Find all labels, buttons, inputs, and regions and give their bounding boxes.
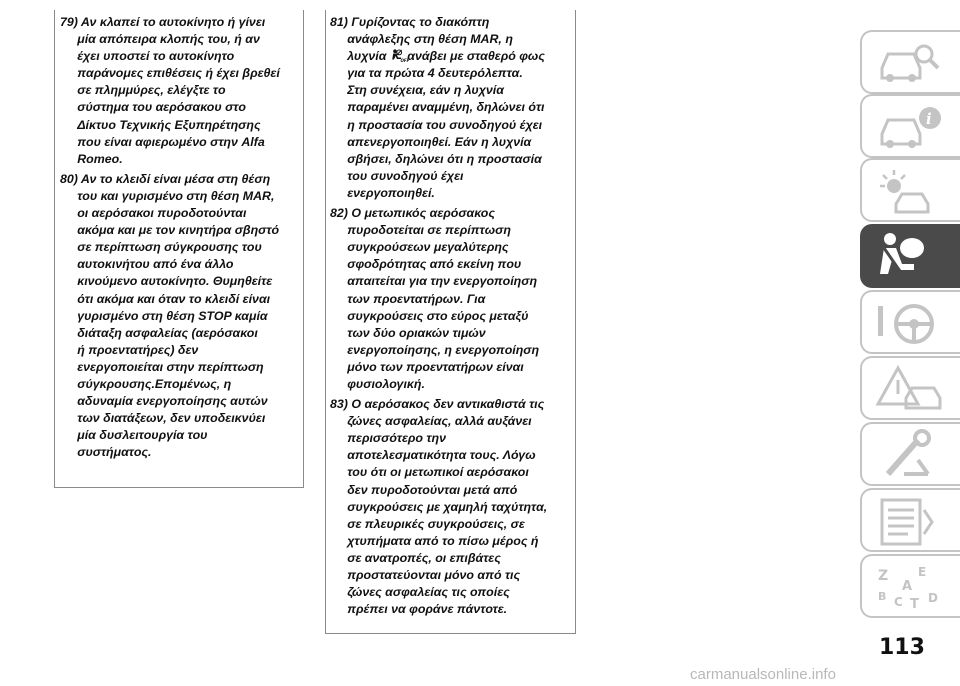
note-line: μόνο των προεντατήρων είναι (347, 359, 524, 374)
tab-car-search[interactable] (860, 30, 960, 94)
note-line: μία απόπειρα κλοπής του, ή αν (77, 32, 260, 47)
car-info-icon (874, 102, 946, 154)
note-line: Ο αερόσακος δεν αντικαθιστά τις (351, 397, 545, 412)
svg-text:Z: Z (878, 568, 889, 584)
tab-airbag-seatbelt[interactable] (860, 224, 960, 288)
note-line: Γυρίζοντας το διακόπτη (351, 15, 490, 29)
alphabet-index-icon (874, 562, 946, 614)
steering-wheel-icon (874, 298, 946, 350)
note-79 (60, 14, 299, 168)
airbag-seatbelt-icon (872, 230, 944, 282)
tab-wrench[interactable] (860, 422, 960, 486)
note-line: παραμένει αναμμένη, δηλώνει ότι (347, 100, 545, 115)
wrench-icon (874, 430, 946, 482)
note-line: φυσιολογική. (347, 376, 425, 391)
svg-text:B: B (878, 590, 887, 603)
note-line: λυχνία (347, 49, 387, 64)
note-line: παράνομες επιθέσεις ή έχει βρεθεί (77, 66, 280, 81)
note-line: συγκρούσεων μεγαλύτερης (347, 240, 509, 255)
note-line: Αν το κλειδί είναι μέσα στη θέση (80, 171, 271, 186)
svg-text:i: i (926, 110, 932, 128)
note-83 (330, 396, 571, 618)
note-line: ενεργοποιείται στην περίπτωση (77, 359, 264, 374)
note-line: αδυναμία ενεργοποίησης αυτών (77, 394, 268, 409)
note-line: Ο μετωπικός αερόσακος (351, 206, 495, 221)
note-line: αποτελεσματικότητα τους. Λόγω (347, 448, 536, 463)
note-line: περισσότερο την (347, 431, 446, 446)
note-line: απενεργοποιηθεί. Εάν η λυχνία (347, 134, 532, 149)
svg-text:C: C (894, 595, 903, 609)
note-number: 82) (330, 206, 348, 221)
note-line: σύστημα του αερόσακου στο (77, 100, 246, 115)
note-line: σε πλημμύρες, ελέγξτε το (77, 83, 226, 98)
note-line: Αν κλαπεί το αυτοκίνητο ή γίνει (80, 15, 266, 29)
note-line: διάταξη ασφαλείας (αερόσακοι (77, 325, 258, 340)
note-line: οι αερόσακοι πυροδοτούνται (77, 206, 247, 221)
note-line: σε πλευρικές συγκρούσεις, σε (347, 516, 525, 531)
note-line: ζώνες ασφαλείας τις οποίες (347, 585, 510, 600)
note-line: ακόμα και με τον κινητήρα σβηστό (77, 223, 280, 238)
note-line: σε περίπτωση σύγκρουσης του (77, 240, 262, 255)
note-line: ότι ακόμα και όταν το κλειδί είναι (77, 291, 271, 306)
note-line: του και γυρισμένο στη θέση MAR, (77, 188, 275, 203)
note-82 (330, 205, 571, 393)
note-line: Στη συνέχεια, εάν η λυχνία (347, 83, 504, 98)
note-line: του συνοδηγού έχει (347, 168, 464, 183)
note-line: συγκρούσεις με χαμηλή ταχύτητα, (347, 499, 548, 514)
svg-text:A: A (902, 579, 913, 594)
note-line: προστατεύονται μόνο από τις (347, 568, 521, 582)
svg-text:T: T (910, 597, 919, 612)
tab-steering-wheel[interactable] (860, 290, 960, 354)
car-warning-icon (874, 364, 946, 416)
note-81 (330, 14, 571, 202)
note-line: του ότι οι μετωπικοί αερόσακοι (347, 465, 529, 480)
watermark: carmanualsonline.info (690, 666, 836, 683)
note-number: 79) (60, 15, 78, 29)
note-line: των διατάξεων, δεν υποδεικνύει (77, 411, 266, 426)
note-number: 81) (330, 15, 348, 29)
note-line: πρέπει να φοράνε πάντοτε. (347, 602, 508, 617)
note-line: έχει υποστεί το αυτοκίνητο (77, 49, 235, 64)
note-line: αυτοκινήτου από ένα άλλο (77, 257, 234, 272)
tab-dashboard-lights[interactable] (860, 158, 960, 222)
page-number: 113 (879, 635, 925, 660)
note-line: δεν πυροδοτούνται μετά από (347, 482, 518, 497)
notes-column-right (325, 10, 576, 634)
document-list-icon (874, 496, 946, 548)
note-line: η προστασία του συνοδηγού έχει (347, 117, 543, 132)
tab-alphabet-index[interactable] (860, 554, 960, 618)
note-line: των δύο οριακών τιμών (347, 325, 486, 340)
note-line: ενεργοποιηθεί. (347, 185, 435, 200)
note-line: σε ανατροπές, οι επιβάτες (347, 550, 501, 565)
dashboard-lights-icon (874, 166, 946, 218)
tab-document-list[interactable] (860, 488, 960, 552)
note-line: ενεργοποίησης, η ενεργοποίηση (347, 342, 540, 357)
note-line: σβήσει, δηλώνει ότι η προστασία (347, 151, 542, 166)
tab-car-warning[interactable] (860, 356, 960, 420)
note-line: απαιτείται για την ενεργοποίηση (347, 274, 538, 289)
note-line: γυρισμένο στη θέση STOP καμία (77, 308, 268, 323)
svg-text:OFF: OFF (400, 57, 410, 63)
note-line: που είναι αφιερωμένο στην Alfa (77, 134, 265, 149)
notes-column-left (54, 10, 304, 488)
note-line: ανάβει με σταθερό φως (407, 49, 545, 64)
note-number: 80) (60, 171, 78, 186)
note-line: ανάφλεξης στη θέση MAR, η (347, 32, 513, 47)
note-line: σύγκρουσης.Επομένως, η (77, 376, 232, 391)
note-line: μία δυσλειτουργία του (77, 428, 208, 443)
note-line: Romeo. (77, 151, 123, 166)
note-line: των προεντατήρων. Για (347, 291, 486, 306)
tab-car-info[interactable] (860, 94, 960, 158)
chapter-tabs-sidebar (852, 0, 960, 686)
svg-text:E: E (918, 565, 927, 579)
note-line: πυροδοτείται σε περίπτωση (347, 223, 511, 238)
note-line: ή προεντατήρες) δεν (77, 342, 199, 357)
note-line: ζώνες ασφαλείας, αλλά αυξάνει (347, 414, 532, 429)
note-line: χτυπήματα από το πίσω μέρος ή (347, 533, 539, 548)
note-80 (60, 171, 299, 462)
note-number: 83) (330, 397, 348, 412)
note-line: συγκρούσεις στο εύρος μεταξύ (347, 308, 529, 323)
passenger-airbag-off-icon (390, 49, 410, 63)
note-line: σφοδρότητας από εκείνη που (347, 257, 522, 272)
note-line: συστήματος. (77, 445, 152, 460)
note-line: Δίκτυο Τεχνικής Εξυπηρέτησης (77, 117, 261, 132)
note-line: για τα πρώτα 4 δευτερόλεπτα. (347, 66, 523, 81)
note-line: κινούμενο αυτοκίνητο. Θυμηθείτε (77, 274, 273, 289)
car-search-icon (874, 38, 946, 90)
svg-text:D: D (928, 591, 938, 605)
